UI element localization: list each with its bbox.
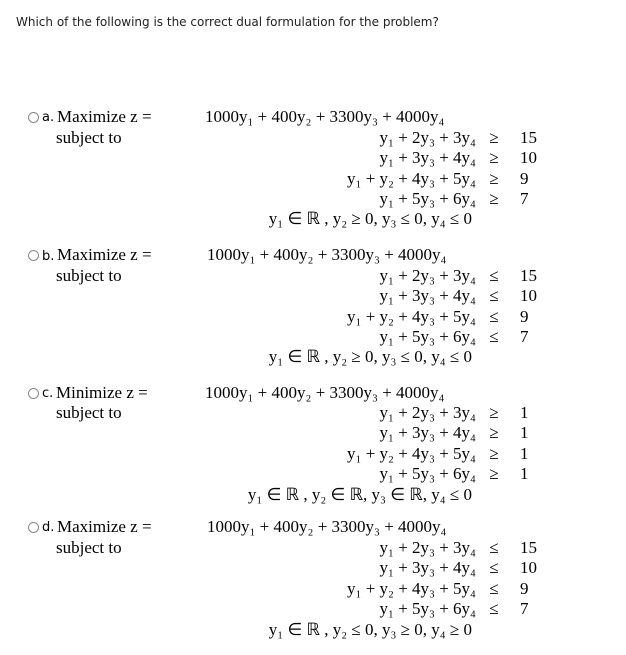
objective-type: Maximize z = [57,245,152,264]
constraint-lhs: y₁ + 2y₃ + 3y₄ [379,266,476,285]
objective-expression: 1000y₁ + 400y₂ + 3300y₃ + 4000y₄ [207,517,447,536]
constraint-rhs: 9 [520,169,529,188]
constraint-sign: ≤ [489,558,499,577]
constraint-rhs: 9 [520,307,529,326]
constraint-rhs: 1 [520,464,529,483]
constraint-sign: ≥ [489,169,499,188]
constraint-sign: ≤ [489,538,499,557]
constraint-rhs: 9 [520,579,529,598]
variable-domain: y₁ ∈ ℝ , y₂ ≥ 0, y₃ ≤ 0, y₄ ≤ 0 [268,347,472,366]
constraint-lhs: y₁ + 5y₃ + 6y₄ [379,464,476,483]
objective-type: Maximize z = [57,107,152,126]
constraint-lhs: y₁ + y₂ + 4y₃ + 5y₄ [347,169,476,188]
constraint-rhs: 1 [520,403,529,422]
constraint-rhs: 7 [520,327,529,346]
constraint-sign: ≤ [489,327,499,346]
constraint-lhs: y₁ + y₂ + 4y₃ + 5y₄ [347,444,476,463]
constraint-lhs: y₁ + 2y₃ + 3y₄ [379,403,476,422]
option-letter: c. [42,386,54,401]
constraint-rhs: 15 [520,266,537,285]
objective-expression: 1000y₁ + 400y₂ + 3300y₃ + 4000y₄ [205,383,445,402]
constraint-sign: ≥ [489,423,499,442]
objective-type: Maximize z = [57,517,152,536]
variable-domain: y₁ ∈ ℝ , y₂ ∈ ℝ, y₃ ∈ ℝ, y₄ ≤ 0 [247,485,472,504]
constraint-rhs: 7 [520,189,529,208]
constraint-sign: ≥ [489,128,499,147]
constraint-lhs: y₁ + 3y₃ + 4y₄ [379,423,476,442]
constraint-rhs: 7 [520,599,529,618]
constraint-lhs: y₁ + y₂ + 4y₃ + 5y₄ [347,579,476,598]
constraint-sign: ≥ [489,444,499,463]
constraint-lhs: y₁ + 2y₃ + 3y₄ [379,538,476,557]
constraint-rhs: 10 [520,148,537,167]
constraint-lhs: y₁ + 5y₃ + 6y₄ [379,189,476,208]
constraint-rhs: 1 [520,444,529,463]
constraint-lhs: y₁ + 5y₃ + 6y₄ [379,327,476,346]
option-letter: b. [42,249,55,264]
constraint-sign: ≥ [489,189,499,208]
constraint-rhs: 10 [520,286,537,305]
subject-to-label: subject to [56,403,122,422]
option-letter: a. [42,110,55,125]
constraint-lhs: y₁ + 3y₃ + 4y₄ [379,558,476,577]
radio-button-d[interactable] [28,522,39,533]
radio-button-b[interactable] [28,250,39,261]
option-letter: d. [42,520,55,535]
constraint-sign: ≤ [489,286,499,305]
radio-button-a[interactable] [28,112,39,123]
variable-domain: y₁ ∈ ℝ , y₂ ≥ 0, y₃ ≤ 0, y₄ ≤ 0 [268,209,472,228]
variable-domain: y₁ ∈ ℝ , y₂ ≤ 0, y₃ ≥ 0, y₄ ≥ 0 [268,620,472,639]
objective-expression: 1000y₁ + 400y₂ + 3300y₃ + 4000y₄ [207,245,447,264]
subject-to-label: subject to [56,538,122,557]
subject-to-label: subject to [56,266,122,285]
radio-button-c[interactable] [28,388,39,399]
constraint-sign: ≤ [489,266,499,285]
constraint-sign: ≥ [489,403,499,422]
constraint-sign: ≤ [489,307,499,326]
constraint-rhs: 15 [520,538,537,557]
constraint-rhs: 15 [520,128,537,147]
constraint-lhs: y₁ + 5y₃ + 6y₄ [379,599,476,618]
constraint-sign: ≤ [489,599,499,618]
constraint-lhs: y₁ + 3y₃ + 4y₄ [379,148,476,167]
constraint-lhs: y₁ + 2y₃ + 3y₄ [379,128,476,147]
constraint-sign: ≥ [489,464,499,483]
objective-type: Minimize z = [56,383,148,402]
constraint-sign: ≥ [489,148,499,167]
constraint-rhs: 1 [520,423,529,442]
constraint-rhs: 10 [520,558,537,577]
objective-expression: 1000y₁ + 400y₂ + 3300y₃ + 4000y₄ [205,107,445,126]
constraint-lhs: y₁ + y₂ + 4y₃ + 5y₄ [347,307,476,326]
question-text: Which of the following is the correct dual formulation for the problem? [16,15,439,29]
constraint-sign: ≤ [489,579,499,598]
constraint-lhs: y₁ + 3y₃ + 4y₄ [379,286,476,305]
subject-to-label: subject to [56,128,122,147]
